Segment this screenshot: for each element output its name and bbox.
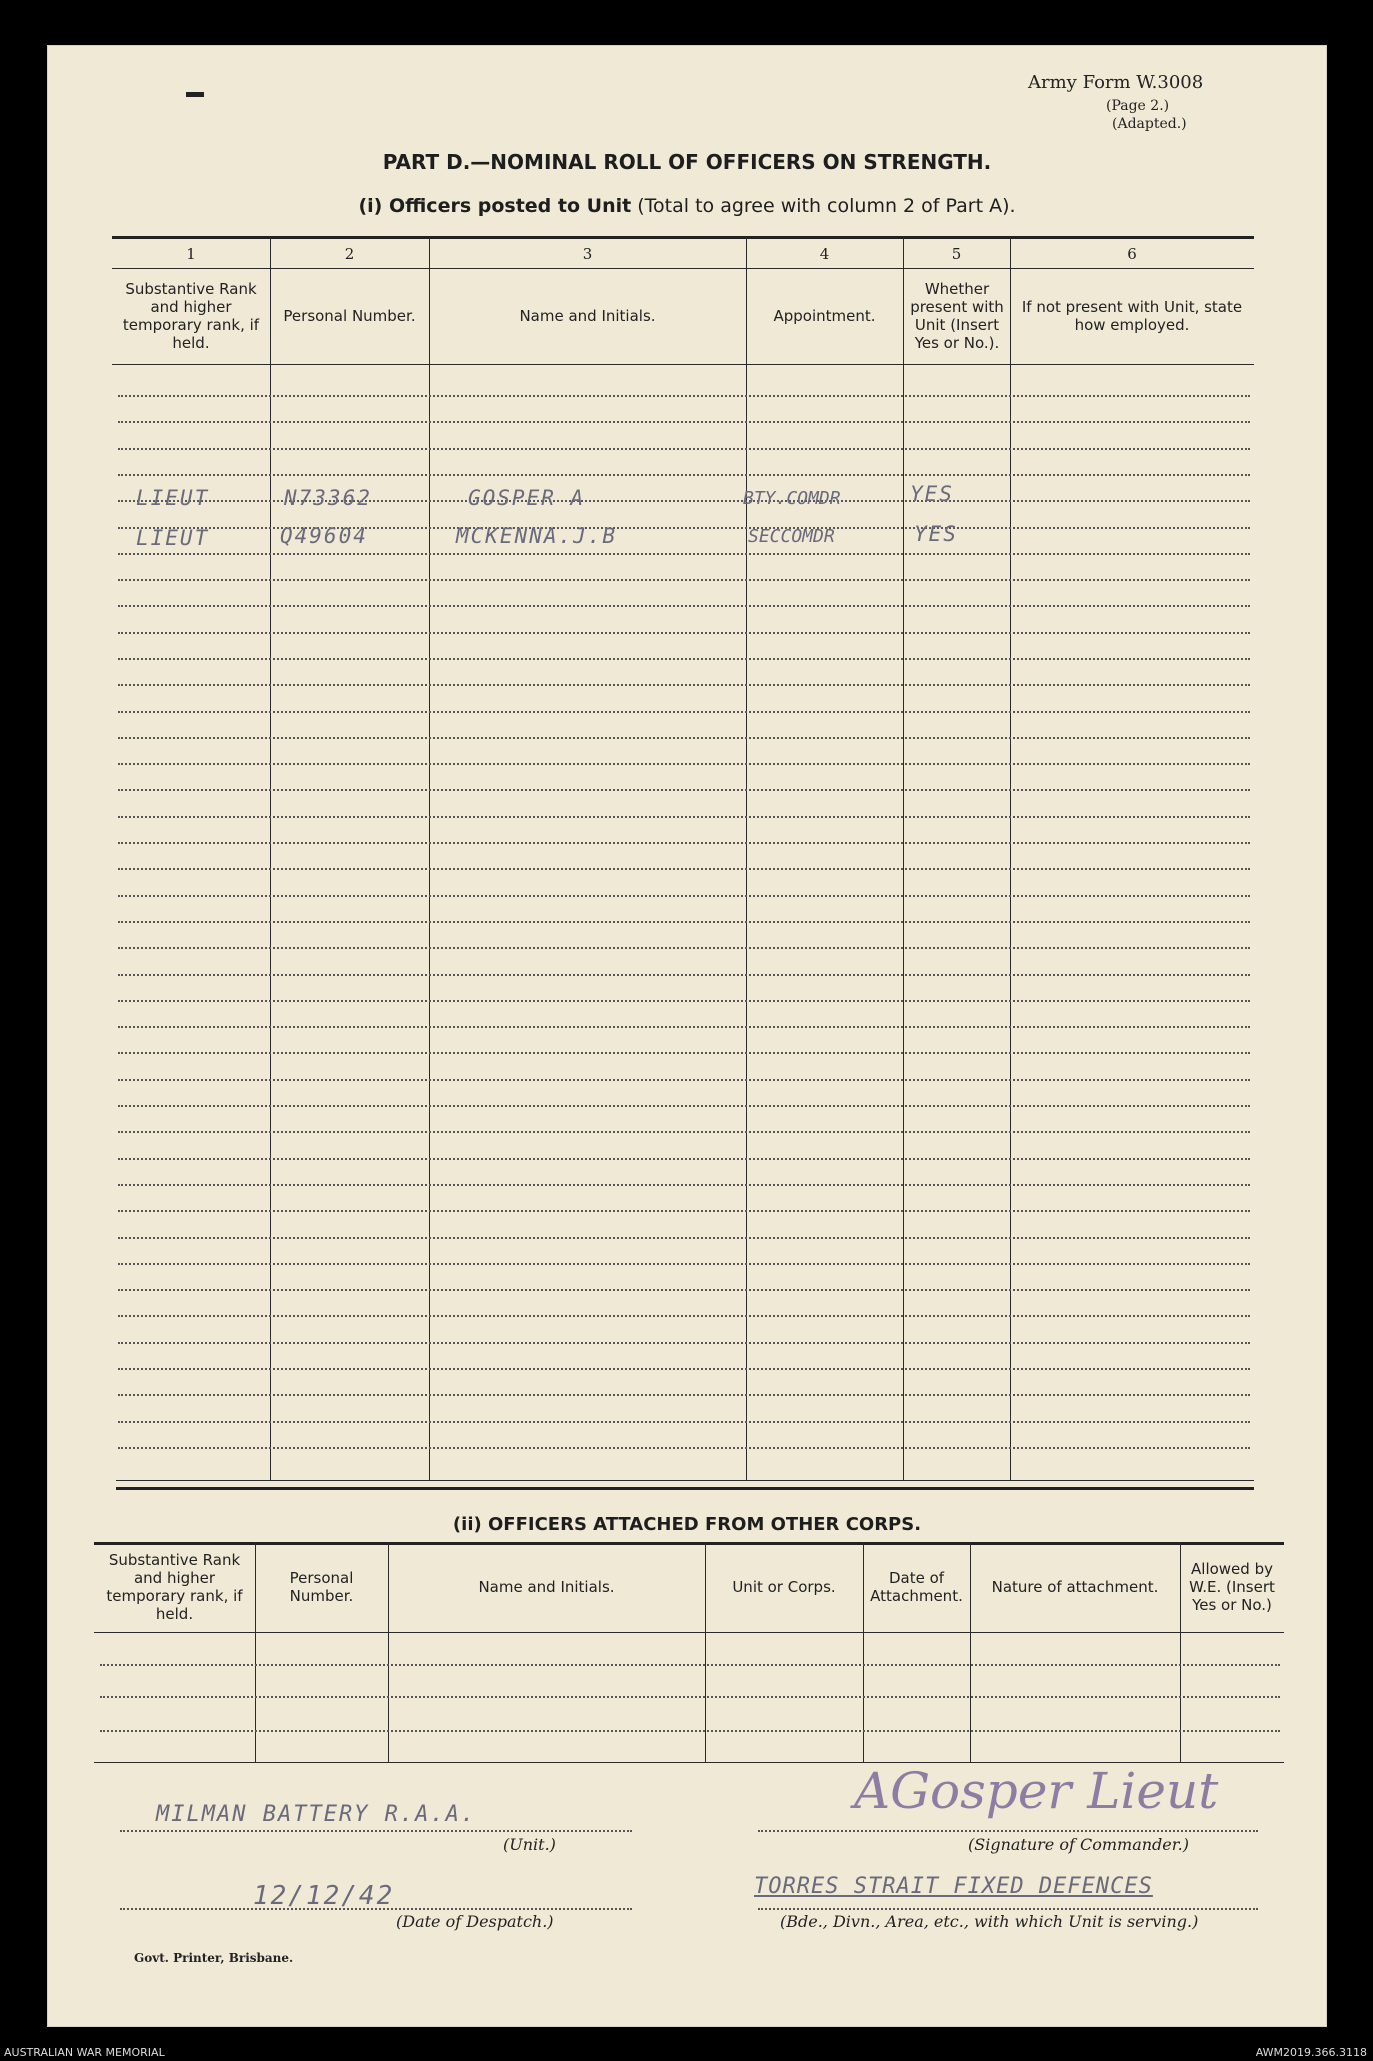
dotted-line [118, 448, 1250, 450]
dotted-line [118, 921, 1250, 923]
serving-line [758, 1908, 1258, 1910]
date-line [120, 1908, 632, 1910]
archive-id: AWM2019.366.3118 [1255, 2046, 1367, 2059]
dotted-line [118, 474, 1250, 476]
dotted-line [118, 1052, 1250, 1054]
dotted-line [118, 1210, 1250, 1212]
row2-present: YES [914, 522, 958, 546]
dotted-line [118, 1237, 1250, 1239]
dotted-line [118, 816, 1250, 818]
subtitle-bold: (i) Officers posted to Unit [358, 195, 632, 217]
row2-name: MCKENNA.J.B [456, 524, 618, 548]
signature-label: (Signature of Commander.) [968, 1835, 1189, 1854]
col-number: 5 [951, 245, 962, 263]
dotted-line [118, 1184, 1250, 1186]
header-employment: If not present with Unit, state how employed. [1021, 298, 1243, 334]
dotted-line [118, 737, 1250, 739]
dotted-line [118, 1289, 1250, 1291]
date-label: (Date of Despatch.) [396, 1912, 554, 1931]
dotted-line [118, 395, 1250, 397]
col-number: 3 [582, 245, 593, 263]
row1-rank: LIEUT [136, 486, 210, 510]
form-subtitle [48, 195, 1326, 217]
dotted-line [118, 684, 1250, 686]
col-number: 4 [819, 245, 830, 263]
dotted-line [118, 1158, 1250, 1160]
form-page-number: (Page 2.) [1106, 98, 1170, 114]
subtitle-rest: (Total to agree with column 2 of Part A). [637, 195, 1016, 217]
header-personal-number: Personal Number. [283, 307, 416, 325]
dotted-line [118, 763, 1250, 765]
date-value: 12/12/42 [253, 1881, 395, 1911]
dotted-line [118, 1079, 1250, 1081]
row1-appointment: BTY.COMDR [743, 488, 841, 509]
form-page [48, 46, 1326, 2026]
signature-line [758, 1830, 1258, 1832]
dotted-line [118, 789, 1250, 791]
dotted-line [118, 1421, 1250, 1423]
t2-header-nature: Nature of attachment. [991, 1578, 1159, 1596]
dotted-line [118, 421, 1250, 423]
form-number: Army Form W.3008 [1028, 72, 1204, 93]
punch-mark [186, 92, 204, 97]
dotted-line [100, 1696, 1280, 1698]
dotted-line [118, 1131, 1250, 1133]
archive-name: AUSTRALIAN WAR MEMORIAL [4, 2046, 165, 2059]
dotted-line [118, 1368, 1250, 1370]
unit-label: (Unit.) [503, 1835, 556, 1854]
dotted-line [118, 868, 1250, 870]
dotted-line [118, 579, 1250, 581]
dotted-line [118, 605, 1250, 607]
dotted-line [118, 1105, 1250, 1107]
dotted-line [118, 711, 1250, 713]
row2-number: Q49604 [280, 524, 368, 548]
unit-line [120, 1830, 632, 1832]
dotted-line [118, 1000, 1250, 1002]
printer-imprint: Govt. Printer, Brisbane. [134, 1951, 294, 1965]
dotted-line [118, 842, 1250, 844]
col-number: 6 [1127, 245, 1137, 263]
serving-value: TORRES STRAIT FIXED DEFENCES [754, 1874, 1153, 1899]
archive-bar [0, 2045, 1373, 2061]
dotted-line [118, 632, 1250, 634]
dotted-line [118, 1447, 1250, 1449]
dotted-line [118, 553, 1250, 555]
commander-signature: AGosper Lieut [854, 1762, 1219, 1820]
dotted-line [100, 1664, 1280, 1666]
dotted-line [118, 1342, 1250, 1344]
row1-number: N73362 [284, 486, 372, 510]
row2-rank: LIEUT [136, 526, 210, 550]
form-adapted: (Adapted.) [1112, 116, 1187, 132]
form-title: PART D.—NOMINAL ROLL OF OFFICERS ON STRENGTH. [382, 150, 992, 174]
dotted-line [118, 1263, 1250, 1265]
header-rank: Substantive Rank and higher temporary rank, if held. [122, 280, 260, 352]
col-number: 1 [186, 245, 196, 263]
unit-value: MILMAN BATTERY R.A.A. [156, 1802, 477, 1827]
t2-header-name: Name and Initials. [478, 1578, 615, 1596]
row1-name: GOSPER A [468, 486, 586, 510]
t2-header-personal-number: Personal Number. [289, 1569, 354, 1605]
dotted-line [118, 1315, 1250, 1317]
dotted-line [118, 1026, 1250, 1028]
dotted-line [118, 658, 1250, 660]
row2-appointment: SECCOMDR [748, 526, 835, 547]
t2-header-allowed: Allowed by W.E. (Insert Yes or No.) [1189, 1560, 1275, 1614]
t2-header-rank: Substantive Rank and higher temporary rank, if held. [106, 1551, 243, 1623]
serving-label: (Bde., Divn., Area, etc., with which Unit is serving.) [780, 1912, 1199, 1931]
header-appointment: Appointment. [773, 307, 876, 325]
t2-header-date: Date of Attachment. [870, 1569, 963, 1605]
dotted-line [118, 947, 1250, 949]
header-present: Whether present with Unit (Insert Yes or No.). [910, 280, 1004, 352]
col-number: 2 [344, 245, 355, 263]
t2-header-unit: Unit or Corps. [732, 1578, 836, 1596]
table2-title: (ii) OFFICERS ATTACHED FROM OTHER CORPS. [452, 1514, 922, 1535]
dotted-line [100, 1730, 1280, 1732]
dotted-line [118, 1394, 1250, 1396]
dotted-line [118, 895, 1250, 897]
dotted-line [118, 974, 1250, 976]
header-name: Name and Initials. [519, 307, 656, 325]
row1-present: YES [910, 482, 954, 506]
